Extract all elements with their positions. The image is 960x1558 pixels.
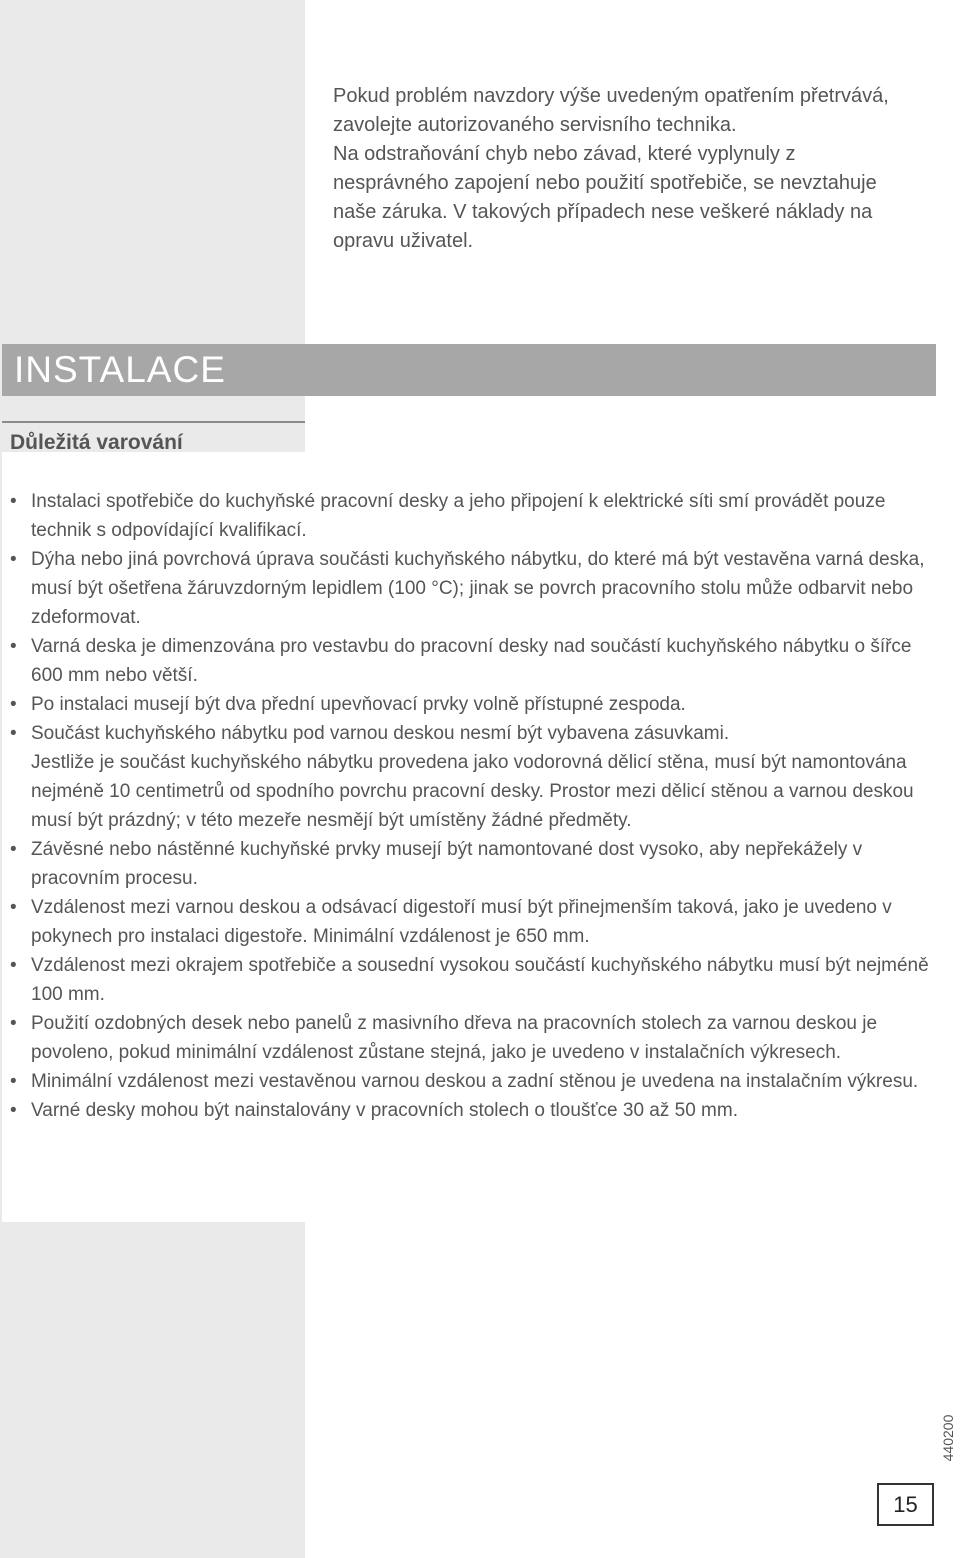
bullet-icon: • [10, 839, 17, 860]
warning-item [10, 835, 940, 893]
warning-text: Varná deska je dimenzována pro vestavbu do pracovní desky nad součástí kuchyňského nábytku o šířce 600 mm nebo větší. [31, 636, 912, 686]
warning-item [10, 719, 940, 835]
warning-text: Vzdálenost mezi okrajem spotřebiče a sousední vysokou součástí kuchyňského nábytku musí být nejméně 100 mm. [31, 955, 929, 1005]
section-header-bar [2, 344, 936, 396]
warning-text: Vzdálenost mezi varnou deskou a odsávací digestoří musí být přinejmenším taková, jako je uvedeno v pokynech pro instalaci digestoře. Minimální vzdálenost je 650 mm. [31, 897, 892, 947]
intro-paragraph: Na odstraňování chyb nebo závad, které vyplynuly z nesprávného zapojení nebo použití spotřebiče, se nevztahuje naše záruka. V takových případech nese veškeré náklady na opravu uživatel. [333, 143, 877, 252]
warning-item [10, 690, 940, 719]
warning-text: Závěsné nebo nástěnné kuchyňské prvky musejí být namontované dost vysoko, aby nepřekážely v pracovním procesu. [31, 839, 863, 889]
warning-item [10, 1009, 940, 1067]
section-title: INSTALACE [14, 349, 226, 390]
bullet-icon: • [10, 955, 17, 976]
warning-item [10, 1096, 940, 1125]
warning-text: Minimální vzdálenost mezi vestavěnou varnou deskou a zadní stěnou je uvedena na instalačním výkresu. [31, 1071, 919, 1092]
bullet-icon: • [10, 897, 17, 918]
document-code-text: 440200 [940, 1414, 956, 1462]
warning-item [10, 487, 940, 545]
warning-text: Použití ozdobných desek nebo panelů z masivního dřeva na pracovních stolech za varnou deskou je povoleno, pokud minimální vzdálenost zůstane stejná, jako je uvedeno v instalačních výkresech. [31, 1013, 878, 1063]
warning-text: Dýha nebo jiná povrchová úprava součásti kuchyňského nábytku, do které má být vestavěna varná deska, musí být ošetřena žáruvzdorným lepidlem (100 °C); jinak se povrch pracovního stolu může odbarvit nebo zdeformovat. [31, 549, 925, 628]
bullet-icon: • [10, 1071, 17, 1092]
intro-text [333, 82, 913, 256]
subheading: Důležitá varování [10, 431, 183, 454]
warning-text: Jestliže je součást kuchyňského nábytku provedena jako vodorovná dělicí stěna, musí být namontována nejméně 10 centimetrů od spodního povrchu pracovní desky. Prostor mezi dělicí stěnou a varnou deskou musí být prázdný; v této mezeře nesmějí být umístěny žádné předměty. [31, 752, 914, 831]
bullet-icon: • [10, 491, 17, 512]
subheading-rule [2, 421, 305, 423]
bullet-icon: • [10, 636, 17, 657]
warning-item [10, 951, 940, 1009]
warning-text: Součást kuchyňského nábytku pod varnou deskou nesmí být vybavena zásuvkami. [31, 723, 730, 744]
warning-text: Instalaci spotřebiče do kuchyňské pracovní desky a jeho připojení k elektrické síti smí provádět pouze technik s odpovídající kvalifikací. [31, 491, 886, 541]
document-code [928, 1408, 960, 1468]
bullet-icon: • [10, 1100, 17, 1121]
bullet-icon: • [10, 723, 17, 744]
intro-paragraph: Pokud problém navzdory výše uvedeným opatřením přetrvává, zavolejte autorizovaného servisního technika. [333, 85, 889, 136]
warning-item [10, 632, 940, 690]
warning-item [10, 1067, 940, 1096]
page-number: 15 [877, 1483, 934, 1526]
warning-text: Varné desky mohou být nainstalovány v pracovních stolech o tloušťce 30 až 50 mm. [31, 1100, 738, 1121]
bullet-icon: • [10, 1013, 17, 1034]
warning-item [10, 893, 940, 951]
warning-text: Po instalaci musejí být dva přední upevňovací prvky volně přístupné zespoda. [31, 694, 686, 715]
bullet-icon: • [10, 694, 17, 715]
bullet-icon: • [10, 549, 17, 570]
warning-item [10, 545, 940, 632]
warnings-list [10, 487, 940, 1125]
